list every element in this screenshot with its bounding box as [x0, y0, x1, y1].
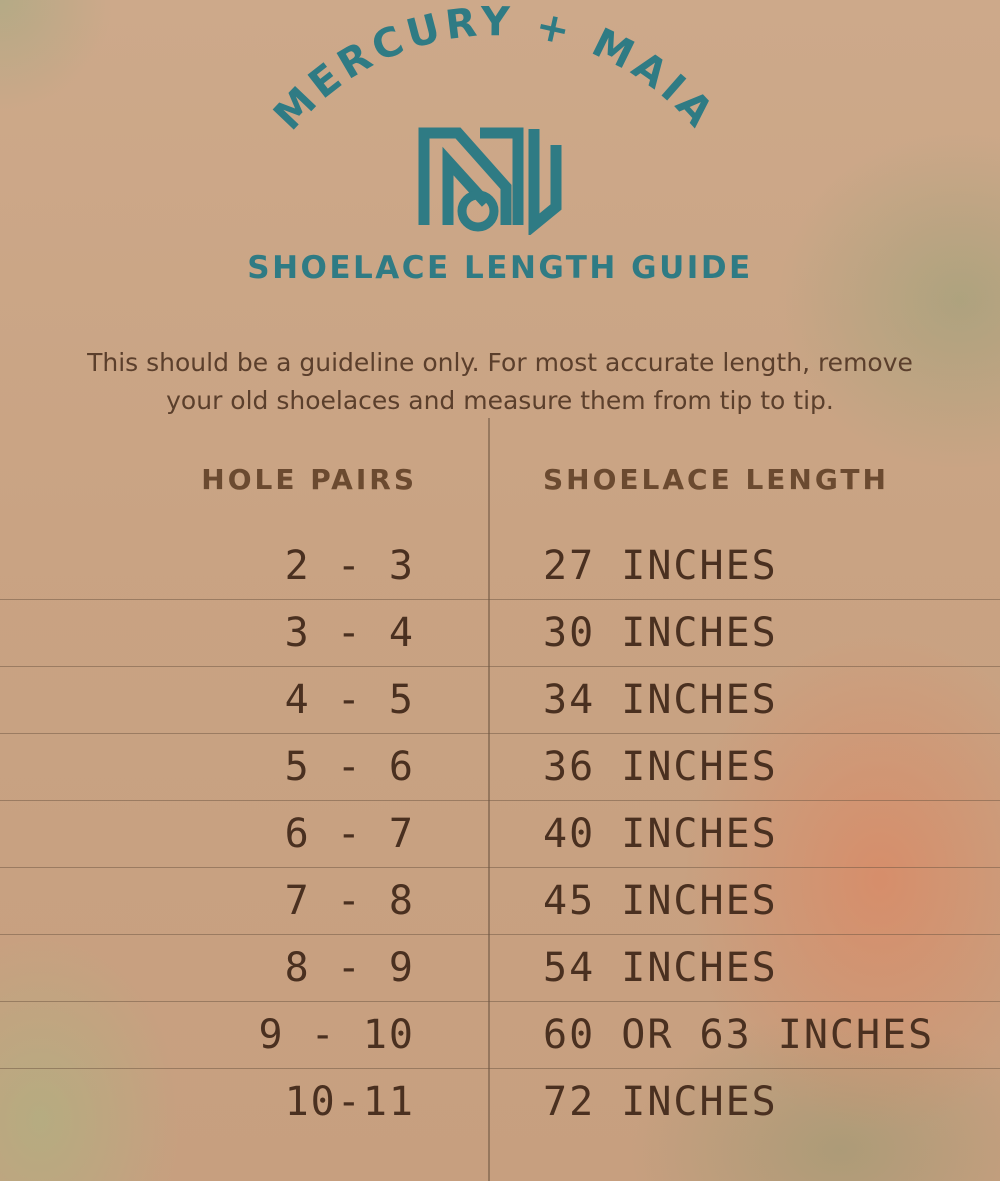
hole-pairs-cell: 7 - 8 [284, 878, 415, 924]
length-cell: 27 INCHES [543, 543, 778, 589]
length-cell: 36 INCHES [543, 744, 778, 790]
hole-pairs-cell: 3 - 4 [284, 610, 415, 656]
intro-text [20, 344, 980, 420]
length-cell: 40 INCHES [543, 811, 778, 857]
table-row [0, 667, 1000, 734]
length-cell: 72 INCHES [543, 1079, 778, 1125]
length-cell: 54 INCHES [543, 945, 778, 991]
hole-pairs-cell: 10-11 [284, 1079, 415, 1125]
intro-line-1: This should be a guideline only. For most accurate length, remove [87, 348, 913, 377]
length-cell: 30 INCHES [543, 610, 778, 656]
hole-pairs-cell: 4 - 5 [284, 677, 415, 723]
length-cell: 34 INCHES [543, 677, 778, 723]
table-row [0, 1069, 1000, 1136]
intro-line-2: your old shoelaces and measure them from tip to tip. [166, 386, 834, 415]
table-row [0, 801, 1000, 868]
guide-title: SHOELACE LENGTH GUIDE [247, 250, 753, 286]
hole-pairs-cell: 2 - 3 [284, 543, 415, 589]
hole-pairs-header: HOLE PAIRS [201, 463, 417, 496]
hole-pairs-cell: 6 - 7 [284, 811, 415, 857]
svg-text:MERCURY + MAIA [265, 0, 725, 139]
table-row [0, 935, 1000, 1002]
hole-pairs-cell: 8 - 9 [284, 945, 415, 991]
hole-pairs-cell: 5 - 6 [284, 744, 415, 790]
table-row [0, 1002, 1000, 1069]
table-row [0, 734, 1000, 801]
length-cell: 60 OR 63 INCHES [543, 1012, 935, 1058]
brand-name: MERCURY + MAIA [265, 0, 725, 140]
table-row [0, 868, 1000, 935]
table-row [0, 600, 1000, 667]
mercury-maia-monogram-icon [418, 125, 568, 235]
table-row [0, 533, 1000, 600]
shoelace-length-header: SHOELACE LENGTH [543, 463, 889, 496]
hole-pairs-cell: 9 - 10 [258, 1012, 415, 1058]
length-cell: 45 INCHES [543, 878, 778, 924]
